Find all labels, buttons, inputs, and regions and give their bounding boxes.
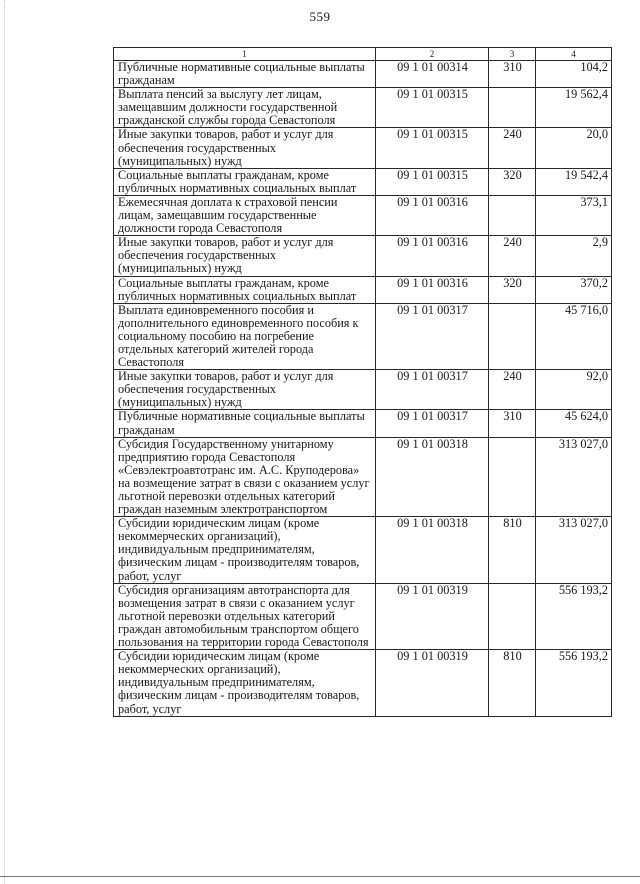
scan-edge bbox=[4, 0, 6, 884]
table-row bbox=[114, 276, 612, 303]
table-row bbox=[114, 650, 612, 716]
name-cell: Ежемесячная доплата к страховой пенсии лицам, замещавшим государственные должности города Севастополя bbox=[114, 195, 376, 235]
code-cell: 09 1 01 00319 bbox=[376, 650, 489, 716]
table-row bbox=[114, 303, 612, 369]
name-cell: Субсидии юридическим лицам (кроме некоммерческих организаций), индивидуальным предпринимателям, физическим лицам - производителям товаров, работ, услуг bbox=[114, 517, 376, 583]
header-col-3: 3 bbox=[489, 48, 536, 61]
name-cell: Иные закупки товаров, работ и услуг для обеспечения государственных (муниципальных) нужд bbox=[114, 236, 376, 276]
vr-cell: 240 bbox=[489, 236, 536, 276]
amt-cell: 104,2 bbox=[536, 61, 612, 88]
table-row bbox=[114, 195, 612, 235]
name-cell: Социальные выплаты гражданам, кроме публичных нормативных социальных выплат bbox=[114, 168, 376, 195]
code-cell: 09 1 01 00315 bbox=[376, 128, 489, 168]
page-number: 559 bbox=[309, 9, 331, 24]
amt-cell: 20,0 bbox=[536, 128, 612, 168]
code-cell: 09 1 01 00316 bbox=[376, 236, 489, 276]
amt-cell: 370,2 bbox=[536, 276, 612, 303]
name-cell: Публичные нормативные социальные выплаты гражданам bbox=[114, 61, 376, 88]
name-cell: Субсидия Государственному унитарному предприятию города Севастополя «Севэлектроавтотранс им. А.С. Круподерова» на возмещение затрат в связи с оказанием услуг льготной перевозки отдельных категорий граждан наземным электротранспортом bbox=[114, 437, 376, 517]
budget-table bbox=[113, 47, 612, 717]
amt-cell: 313 027,0 bbox=[536, 517, 612, 583]
code-cell: 09 1 01 00316 bbox=[376, 195, 489, 235]
code-cell: 09 1 01 00319 bbox=[376, 583, 489, 649]
amt-cell: 313 027,0 bbox=[536, 437, 612, 517]
code-cell: 09 1 01 00315 bbox=[376, 168, 489, 195]
vr-cell: 320 bbox=[489, 168, 536, 195]
table-header bbox=[114, 48, 612, 61]
table-row bbox=[114, 370, 612, 410]
name-cell: Выплата единовременного пособия и дополнительного единовременного пособия к социальному пособию на погребение отдельных категорий жителей города Севастополя bbox=[114, 303, 376, 369]
vr-cell bbox=[489, 195, 536, 235]
code-cell: 09 1 01 00318 bbox=[376, 437, 489, 517]
vr-cell: 320 bbox=[489, 276, 536, 303]
code-cell: 09 1 01 00315 bbox=[376, 88, 489, 128]
amt-cell: 19 562,4 bbox=[536, 88, 612, 128]
amt-cell: 45 716,0 bbox=[536, 303, 612, 369]
header-row bbox=[114, 48, 612, 61]
table-body bbox=[114, 61, 612, 717]
code-cell: 09 1 01 00317 bbox=[376, 410, 489, 437]
header-col-2: 2 bbox=[376, 48, 489, 61]
code-cell: 09 1 01 00317 bbox=[376, 370, 489, 410]
bottom-rule bbox=[0, 876, 640, 877]
table-row bbox=[114, 236, 612, 276]
table-row bbox=[114, 410, 612, 437]
vr-cell: 310 bbox=[489, 61, 536, 88]
amt-cell: 2,9 bbox=[536, 236, 612, 276]
name-cell: Субсидии юридическим лицам (кроме некоммерческих организаций), индивидуальным предпринимателям, физическим лицам - производителям товаров, работ, услуг bbox=[114, 650, 376, 716]
name-cell: Субсидия организациям автотранспорта для возмещения затрат в связи с оказанием услуг льготной перевозки отдельных категорий граждан автомобильным транспортом общего пользования на территории города Севастополя bbox=[114, 583, 376, 649]
table-row bbox=[114, 437, 612, 517]
vr-cell: 810 bbox=[489, 517, 536, 583]
amt-cell: 556 193,2 bbox=[536, 650, 612, 716]
name-cell: Иные закупки товаров, работ и услуг для обеспечения государственных (муниципальных) нужд bbox=[114, 370, 376, 410]
table-row bbox=[114, 168, 612, 195]
header-col-4: 4 bbox=[536, 48, 612, 61]
table-row bbox=[114, 61, 612, 88]
amt-cell: 556 193,2 bbox=[536, 583, 612, 649]
code-cell: 09 1 01 00314 bbox=[376, 61, 489, 88]
table-row bbox=[114, 583, 612, 649]
name-cell: Выплата пенсий за выслугу лет лицам, замещавшим должности государственной гражданской службы города Севастополя bbox=[114, 88, 376, 128]
vr-cell: 240 bbox=[489, 370, 536, 410]
name-cell: Социальные выплаты гражданам, кроме публичных нормативных социальных выплат bbox=[114, 276, 376, 303]
vr-cell: 240 bbox=[489, 128, 536, 168]
header-col-1: 1 bbox=[114, 48, 376, 61]
code-cell: 09 1 01 00318 bbox=[376, 517, 489, 583]
vr-cell: 310 bbox=[489, 410, 536, 437]
vr-cell bbox=[489, 437, 536, 517]
vr-cell bbox=[489, 88, 536, 128]
amt-cell: 373,1 bbox=[536, 195, 612, 235]
code-cell: 09 1 01 00316 bbox=[376, 276, 489, 303]
vr-cell bbox=[489, 303, 536, 369]
vr-cell: 810 bbox=[489, 650, 536, 716]
amt-cell: 45 624,0 bbox=[536, 410, 612, 437]
name-cell: Иные закупки товаров, работ и услуг для обеспечения государственных (муниципальных) нужд bbox=[114, 128, 376, 168]
table-row bbox=[114, 88, 612, 128]
amt-cell: 92,0 bbox=[536, 370, 612, 410]
code-cell: 09 1 01 00317 bbox=[376, 303, 489, 369]
name-cell: Публичные нормативные социальные выплаты гражданам bbox=[114, 410, 376, 437]
amt-cell: 19 542,4 bbox=[536, 168, 612, 195]
table-row bbox=[114, 128, 612, 168]
table-row bbox=[114, 517, 612, 583]
vr-cell bbox=[489, 583, 536, 649]
